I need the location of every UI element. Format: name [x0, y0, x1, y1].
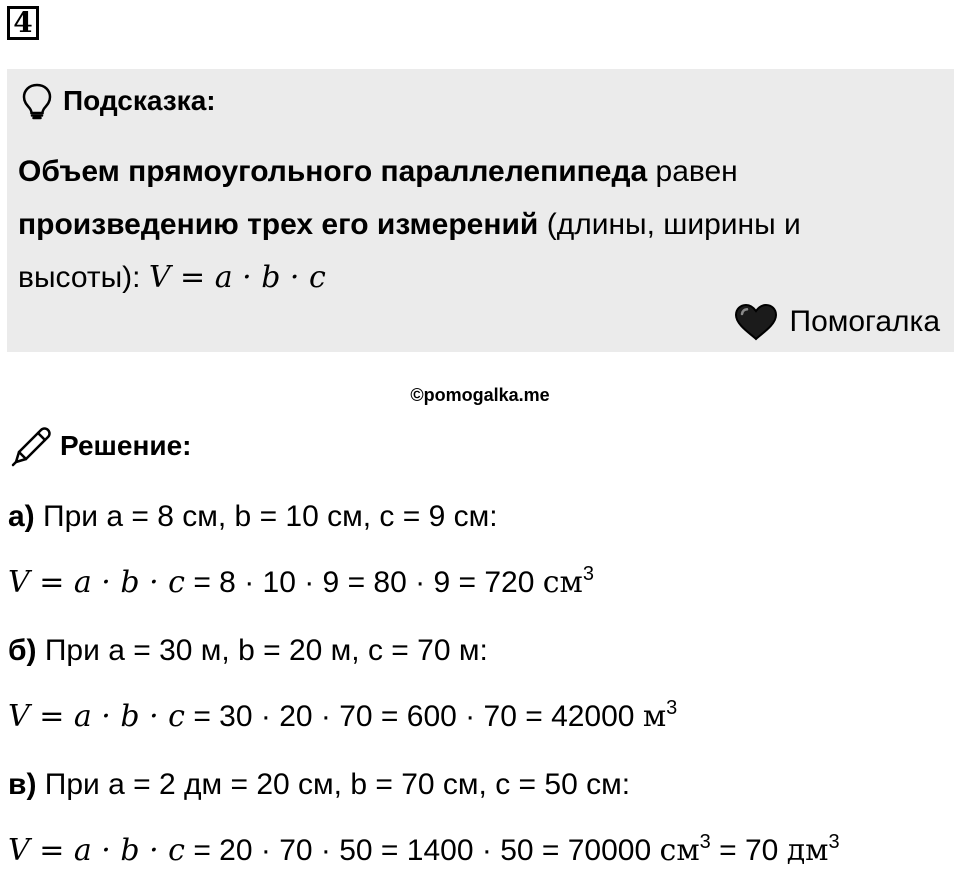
- task-number: 4: [7, 6, 39, 40]
- case-b-label: б): [8, 634, 37, 667]
- case-c-equals: = 70: [710, 834, 787, 867]
- case-b-text: При a = 30 м, b = 20 м, c = 70 м:: [36, 634, 488, 667]
- case-c-label: в): [8, 768, 37, 801]
- hint-formula: V = a · b · c: [148, 260, 326, 295]
- solution-header: [10, 423, 191, 469]
- hint-line2-bold: произведению трех его измерений: [18, 208, 539, 241]
- solution-title: Решение:: [60, 430, 192, 461]
- case-a-label: а): [8, 500, 35, 533]
- hint-title: Подсказка:: [63, 85, 216, 116]
- hint-header: [21, 81, 216, 121]
- watermark: ©pomogalka.me: [410, 385, 550, 405]
- case-c-exponent2: 3: [828, 831, 840, 853]
- hint-line3-text: высоты):: [18, 261, 149, 294]
- case-c-calc: = 20 · 70 · 50 = 1400 · 50 = 70000: [184, 834, 660, 867]
- case-b-unit: м: [642, 699, 667, 734]
- case-a-formula: V = a · b · c: [8, 565, 185, 600]
- case-c-unit1: см: [659, 833, 700, 868]
- hint-box: [7, 69, 954, 352]
- heart-icon: [734, 303, 778, 341]
- case-b-exponent: 3: [666, 697, 678, 719]
- case-c-text: При a = 2 дм = 20 см, b = 70 см, c = 50 см:: [36, 768, 631, 801]
- case-b-calc: = 30 · 20 · 70 = 600 · 70 = 42000: [184, 700, 643, 733]
- case-a-calc: = 8 · 10 · 9 = 80 · 9 = 720: [184, 566, 543, 599]
- hint-line2-rest: (длины, ширины и: [538, 208, 801, 241]
- brand-name: Помогалка: [789, 305, 940, 338]
- hint-line1-rest: равен: [647, 155, 738, 188]
- case-c-condition: [8, 765, 630, 805]
- hint-line1-bold: Объем прямоугольного параллелепипеда: [18, 155, 648, 188]
- case-c-exponent1: 3: [699, 831, 711, 853]
- hint-text: [18, 145, 938, 304]
- case-a-exponent: 3: [582, 563, 594, 585]
- case-c-result: [8, 831, 840, 871]
- case-c-unit2: дм: [786, 833, 829, 868]
- case-b-result: [8, 697, 677, 737]
- case-c-formula: V = a · b · c: [8, 833, 185, 868]
- lightbulb-icon: [21, 82, 53, 120]
- case-b-condition: [8, 631, 488, 671]
- case-a-unit: см: [542, 565, 583, 600]
- case-a-text: При a = 8 см, b = 10 см, c = 9 см:: [34, 500, 498, 533]
- case-a-condition: [8, 497, 498, 537]
- case-a-result: [8, 563, 594, 603]
- case-b-formula: V = a · b · c: [8, 699, 185, 734]
- brand: [734, 303, 941, 341]
- pencil-icon: [10, 424, 54, 468]
